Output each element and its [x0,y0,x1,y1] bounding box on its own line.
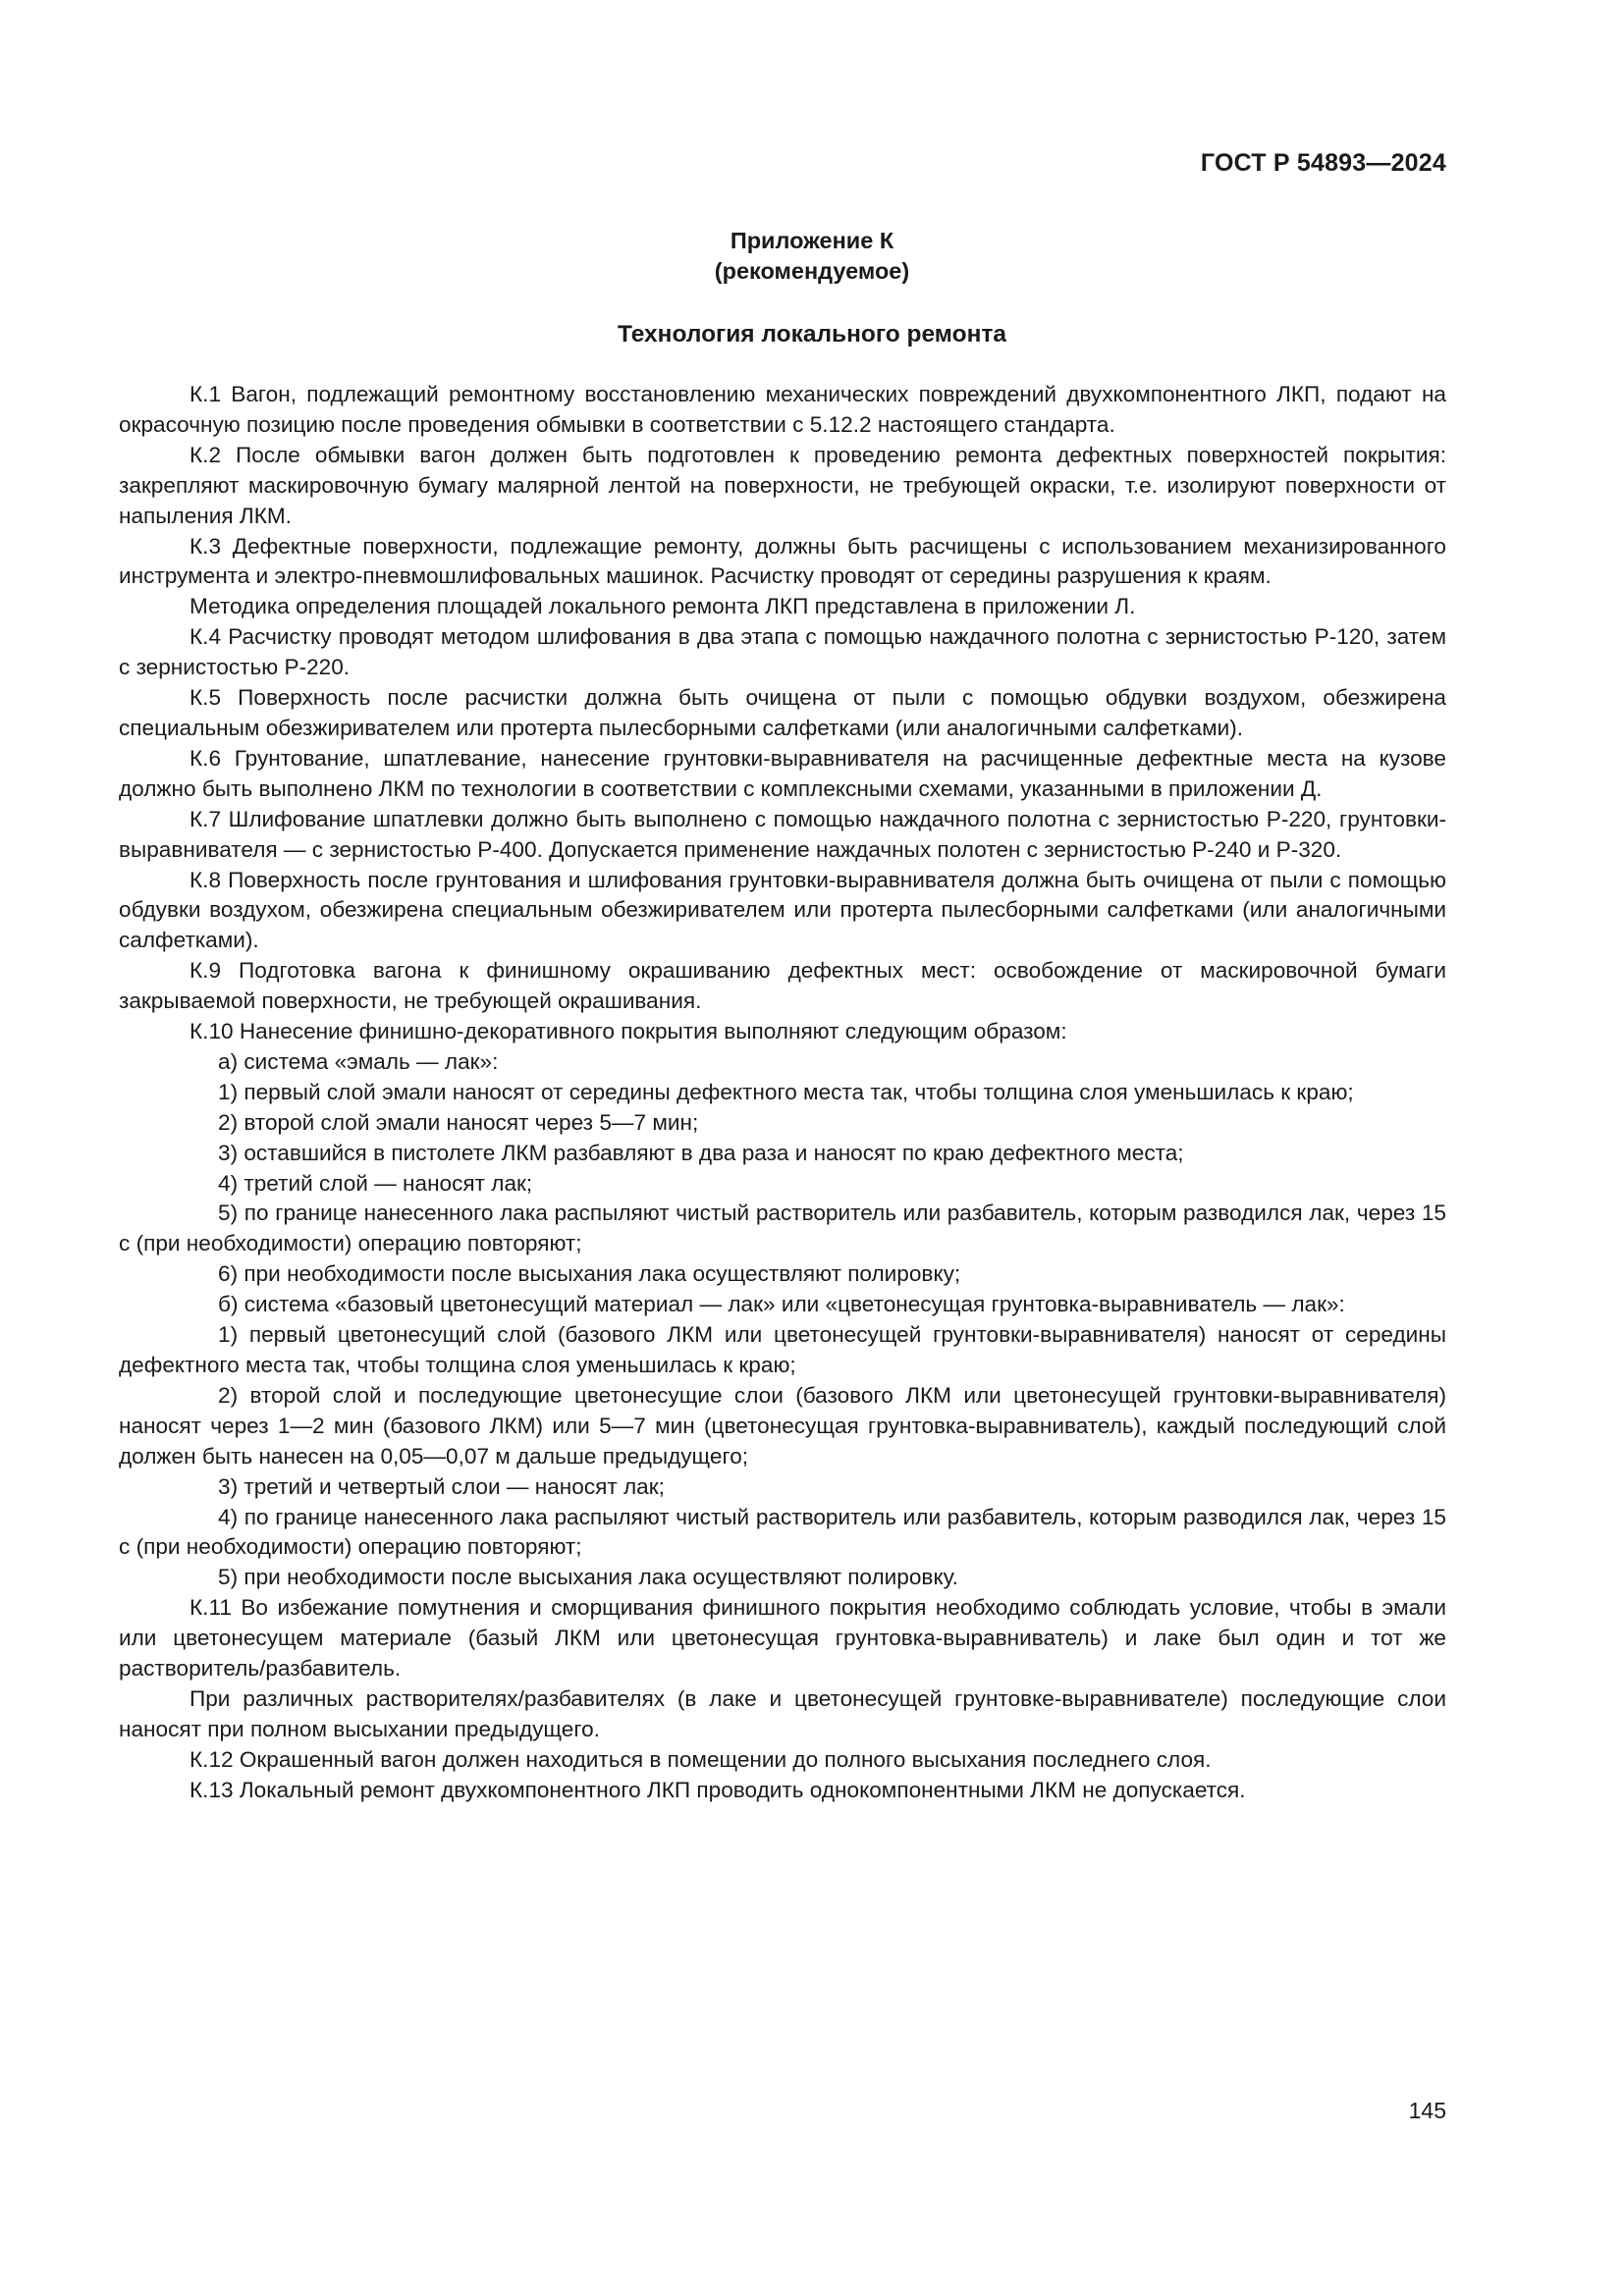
annex-title: Приложение К [730,228,894,253]
paragraph-annex-reference: Методика определения площадей локального ремонта ЛКП представлена в приложении Л. [189,594,1136,619]
paragraph-k10: К.10 Нанесение финишно-декоративного покрытия выполняют следующим образом: [189,1019,1067,1044]
paragraph-k12: К.12 Окрашенный вагон должен находиться в помещении до полного высыхания последнего слоя. [189,1746,1212,1772]
list-item-a-6: 6) при необходимости после высыхания лака осуществляют полировку; [218,1261,961,1287]
paragraph-k13: К.13 Локальный ремонт двухкомпонентного ЛКП проводить однокомпонентными ЛКМ не допускается. [189,1777,1246,1802]
paragraph-solvents: При различных растворителях/разбавителях (в лаке и цветонесущей грунтовке-выравнивателе) последующие слои наносят при полном высыхании предыдущего. [119,1685,1446,1741]
list-item-b: б) система «базовый цветонесущий материал — лак» или «цветонесущая грунтовка-выравниватель — лак»: [218,1292,1345,1317]
list-item-a-4: 4) третий слой — наносят лак; [218,1170,533,1196]
annex-status: (рекомендуемое) [714,258,910,284]
list-item-a-3: 3) оставшийся в пистолете ЛКМ разбавляют в два раза и наносят по краю дефектного места; [218,1140,1184,1165]
page-number: 145 [1408,2098,1446,2123]
list-item-b-1: 1) первый цветонесущий слой (базового ЛКМ или цветонесущей грунтовки-выравнивателя) наносят от середины дефектного места так, чтобы толщина слоя уменьшилась к краю; [119,1322,1446,1377]
standard-designation: ГОСТ Р 54893—2024 [1200,149,1446,177]
paragraph-k8: К.8 Поверхность после грунтования и шлифования грунтовки-выравнивателя должна быть очищена от пыли с помощью обдувки воздухом, обезжирена специальным обезжиривателем или протерта пылесборными салфетками (или аналогичными салфетками). [119,867,1446,953]
section-title: Технология локального ремонта [618,321,1006,347]
paragraph-k3: К.3 Дефектные поверхности, подлежащие ремонту, должны быть расчищены с использованием механизированного инструмента и электро-пневмошлифовальных машинок. Расчистку проводят от середины разрушения к краям. [119,533,1446,589]
paragraph-k5: К.5 Поверхность после расчистки должна быть очищена от пыли с помощью обдувки воздухом, обезжирена специальным обезжиривателем или протерта пылесборными салфетками (или аналогичными салфетками). [119,685,1446,740]
paragraph-k9: К.9 Подготовка вагона к финишному окрашиванию дефектных мест: освобождение от маскировочной бумаги закрываемой поверхности, не требующей окрашивания. [119,958,1446,1014]
list-item-a-5: 5) по границе нанесенного лака распыляют чистый растворитель или разбавитель, которым разводился лак, через 15 с (при необходимости) операцию повторяют; [119,1201,1446,1256]
list-item-a: а) система «эмаль — лак»: [218,1048,499,1074]
list-item-b-2: 2) второй слой и последующие цветонесущие слои (базового ЛКМ или цветонесущей грунтовки-выравнивателя) наносят через 1—2 мин (базового ЛКМ) или 5—7 мин (цветонесущая грунтовка-выравниватель), каждый последующий слой должен быть нанесен на 0,05—0,07 м дальше предыдущего; [119,1382,1446,1468]
paragraph-k1: К.1 Вагон, подлежащий ремонтному восстановлению механических повреждений двухкомпонентного ЛКП, подают на окрасочную позицию после проведения обмывки в соответствии с 5.12.2 настоящего стандарта. [119,382,1446,437]
paragraph-k4: К.4 Расчистку проводят методом шлифования в два этапа с помощью наждачного полотна с зернистостью Р-120, затем с зернистостью Р-220. [119,624,1446,680]
paragraph-k2: К.2 После обмывки вагон должен быть подготовлен к проведению ремонта дефектных поверхностей покрытия: закрепляют маскировочную бумагу малярной лентой на поверхности, не требующей окраски, т.е. изолируют поверхности от напыления ЛКМ. [119,442,1446,528]
list-item-a-1: 1) первый слой эмали наносят от середины дефектного места так, чтобы толщина слоя уменьшилась к краю; [218,1079,1354,1104]
list-item-a-2: 2) второй слой эмали наносят через 5—7 мин; [218,1109,699,1135]
list-item-b-5: 5) при необходимости после высыхания лака осуществляют полировку. [218,1565,958,1590]
list-item-b-4: 4) по границе нанесенного лака распыляют чистый растворитель или разбавитель, которым разводился лак, через 15 с (при необходимости) операцию повторяют; [119,1504,1446,1560]
paragraph-k7: К.7 Шлифование шпатлевки должно быть выполнено с помощью наждачного полотна с зернистостью Р-220, грунтовки-выравнивателя — с зернистостью Р-400. Допускается применение наждачных полотен с зернистостью Р-240 и Р-320. [119,806,1446,862]
list-item-b-3: 3) третий и четвертый слои — наносят лак; [218,1473,665,1499]
paragraph-k6: К.6 Грунтование, шпатлевание, нанесение грунтовки-выравнивателя на расчищенные дефектные места на кузове должно быть выполнено ЛКМ по технологии в соответствии с комплексными схемами, указанными в приложении Д. [119,745,1446,801]
paragraph-k11: К.11 Во избежание помутнения и сморщивания финишного покрытия необходимо соблюдать условие, чтобы в эмали или цветонесущем материале (базый ЛКМ или цветонесущая грунтовка-выравниватель) и лаке был один и тот же растворитель/разбавитель. [119,1595,1446,1682]
document-body [119,380,1446,1806]
annex-heading [0,226,1624,287]
